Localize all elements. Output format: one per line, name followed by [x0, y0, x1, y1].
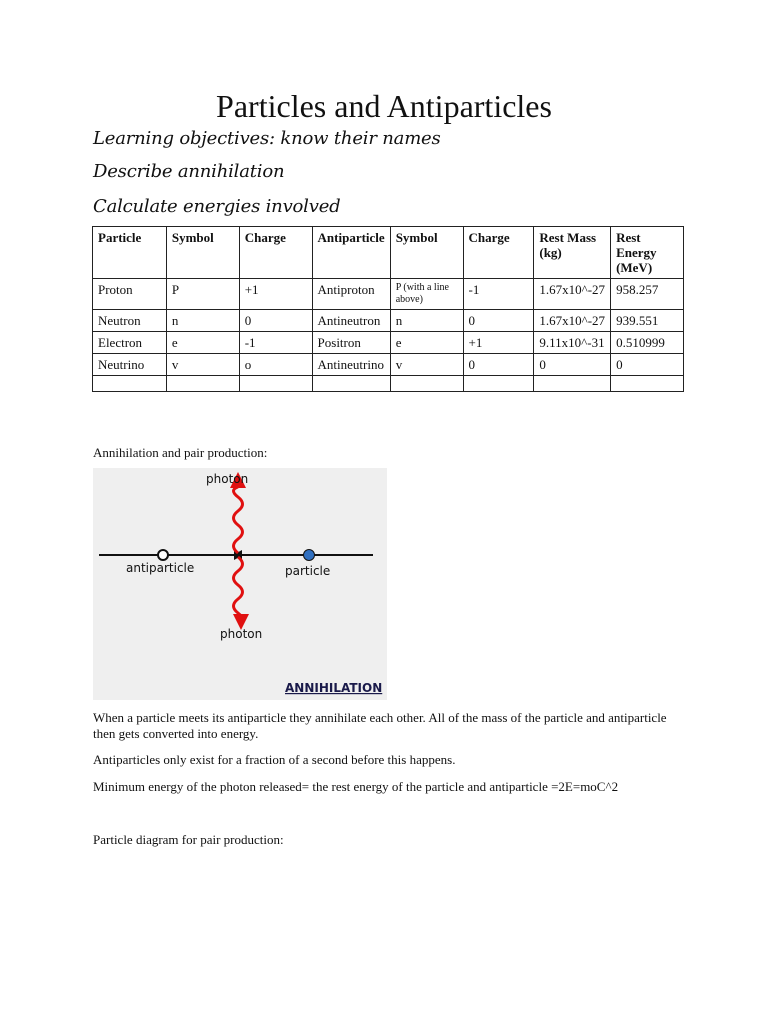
table-cell: v — [390, 354, 463, 376]
fraction-second-paragraph: Antiparticles only exist for a fraction of a second before this happens. — [93, 752, 456, 767]
table-cell: Proton — [93, 279, 167, 310]
figure-caption: ANNIHILATION — [285, 681, 383, 695]
table-cell: 9.11x10^-31 — [534, 332, 611, 354]
table-cell: 939.551 — [611, 310, 684, 332]
table-cell: 0 — [463, 310, 534, 332]
table-row — [93, 354, 684, 376]
table-row — [93, 310, 684, 332]
table-cell — [463, 376, 534, 392]
particle-table — [92, 226, 684, 392]
table-cell-note: P (with a line above) — [395, 282, 449, 305]
objective-energies: Calculate energies involved — [93, 196, 341, 217]
pair-production-heading: Particle diagram for pair production: — [93, 832, 284, 847]
table-cell — [534, 376, 611, 392]
header-charge: Charge — [239, 227, 312, 279]
objective-names: Learning objectives: know their names — [93, 128, 441, 149]
photon-wave-up — [234, 487, 243, 553]
header-symbol: Symbol — [166, 227, 239, 279]
header-anti-symbol: Symbol — [390, 227, 463, 279]
photon-bottom-label: photon — [220, 627, 263, 641]
table-cell — [166, 376, 239, 392]
annihilation-figure — [93, 468, 387, 700]
header-particle: Particle — [93, 227, 167, 279]
photon-wave-down — [234, 557, 243, 623]
table-cell: Antineutrino — [312, 354, 390, 376]
table-cell: 0 — [239, 310, 312, 332]
table-cell: 0.510999 — [611, 332, 684, 354]
table-row-empty — [93, 376, 684, 392]
table-cell: P — [166, 279, 239, 310]
annihilation-paragraph: When a particle meets its antiparticle they annihilate each other. All of the mass of the particle and antiparticle then gets converted into energy. — [93, 710, 667, 741]
header-anti-charge: Charge — [463, 227, 534, 279]
table-cell: -1 — [239, 332, 312, 354]
particle-dot — [304, 550, 315, 561]
table-cell — [390, 279, 463, 310]
table-row — [93, 332, 684, 354]
table-cell: e — [390, 332, 463, 354]
table-cell: Neutrino — [93, 354, 167, 376]
table-row — [93, 279, 684, 310]
table-cell: 958.257 — [611, 279, 684, 310]
annihilation-heading: Annihilation and pair production: — [93, 445, 268, 460]
table-header-row — [93, 227, 684, 279]
minimum-energy-paragraph: Minimum energy of the photon released= the rest energy of the particle and antiparticle =2E=moC^2 — [93, 779, 619, 794]
table-cell: Positron — [312, 332, 390, 354]
antiparticle-label: antiparticle — [126, 561, 195, 575]
table-cell: Antineutron — [312, 310, 390, 332]
table-cell — [611, 376, 684, 392]
annihilation-diagram — [93, 468, 387, 700]
table-cell: 1.67x10^-27 — [534, 310, 611, 332]
table-cell: Electron — [93, 332, 167, 354]
table-cell: n — [166, 310, 239, 332]
table-cell: Neutron — [93, 310, 167, 332]
table-cell — [390, 376, 463, 392]
table-cell: v — [166, 354, 239, 376]
table-cell: -1 — [463, 279, 534, 310]
header-rest-energy: Rest Energy (MeV) — [611, 227, 684, 279]
antiparticle-dot — [158, 550, 168, 560]
particle-label: particle — [285, 564, 331, 578]
table-cell: 0 — [611, 354, 684, 376]
table-cell: Antiproton — [312, 279, 390, 310]
header-rest-mass: Rest Mass (kg) — [534, 227, 611, 279]
table-cell: +1 — [463, 332, 534, 354]
header-antiparticle: Antiparticle — [312, 227, 390, 279]
page-title: Particles and Antiparticles — [216, 88, 552, 124]
table-cell — [312, 376, 390, 392]
table-cell: e — [166, 332, 239, 354]
table-cell: o — [239, 354, 312, 376]
photon-top-label: photon — [206, 472, 249, 486]
table-cell — [93, 376, 167, 392]
table-cell: 0 — [463, 354, 534, 376]
table-cell: 0 — [534, 354, 611, 376]
table-cell: 1.67x10^-27 — [534, 279, 611, 310]
table-cell — [239, 376, 312, 392]
objective-annihilation: Describe annihilation — [93, 161, 285, 182]
table-cell: n — [390, 310, 463, 332]
table-cell: +1 — [239, 279, 312, 310]
